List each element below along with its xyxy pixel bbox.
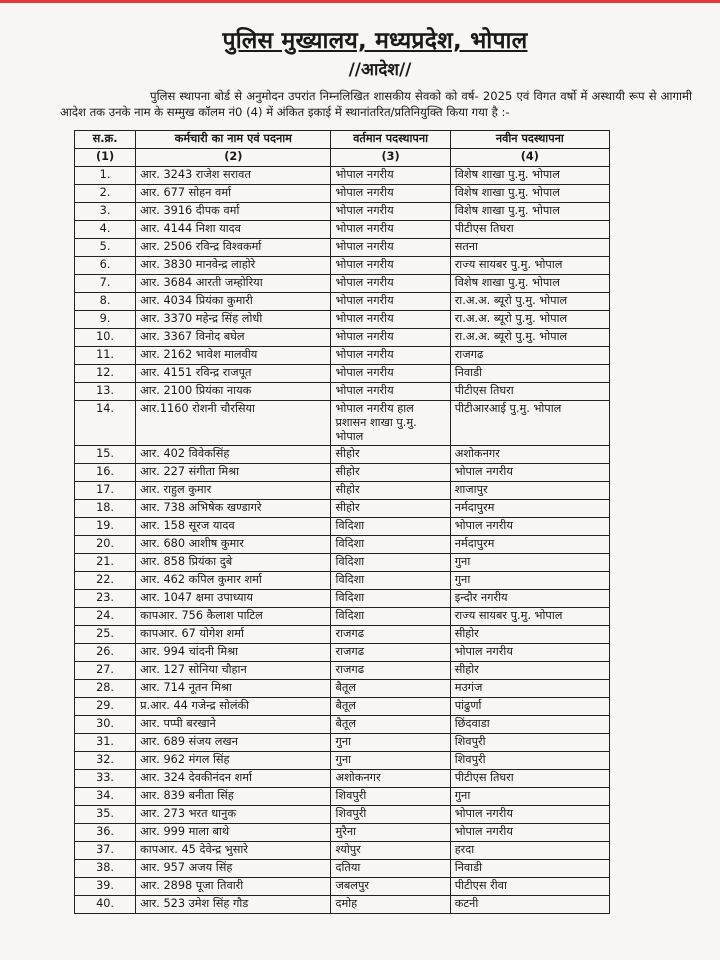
- cell-new-posting: रा.अ.अ. ब्यूरो पु.मु. भोपाल: [450, 329, 609, 347]
- colnum-2: (2): [136, 149, 331, 167]
- cell-serial: 28.: [75, 680, 136, 698]
- cell-employee-name: आर. 2100 प्रियंका नायक: [136, 383, 331, 401]
- cell-serial: 27.: [75, 662, 136, 680]
- cell-employee-name: आर. 158 सूरज यादव: [136, 518, 331, 536]
- cell-new-posting: गुना: [450, 788, 609, 806]
- cell-current-posting: सीहोर: [331, 446, 450, 464]
- document-page: [0, 3, 720, 914]
- cell-serial: 35.: [75, 806, 136, 824]
- cell-new-posting: रा.अ.अ. ब्यूरो पु.मु. भोपाल: [450, 293, 609, 311]
- cell-current-posting: भोपाल नगरीय: [331, 203, 450, 221]
- cell-current-posting: बैतूल: [331, 698, 450, 716]
- cell-new-posting: हरदा: [450, 842, 609, 860]
- cell-serial: 12.: [75, 365, 136, 383]
- cell-employee-name: आर. 680 आशीष कुमार: [136, 536, 331, 554]
- cell-serial: 15.: [75, 446, 136, 464]
- cell-employee-name: कापआर. 67 योगेश शर्मा: [136, 626, 331, 644]
- cell-new-posting: राजगढ: [450, 347, 609, 365]
- cell-employee-name: आर. 273 भरत धानुक: [136, 806, 331, 824]
- cell-new-posting: विशेष शाखा पु.मु. भोपाल: [450, 167, 609, 185]
- cell-current-posting: भोपाल नगरीय: [331, 239, 450, 257]
- table-row: [75, 716, 610, 734]
- cell-current-posting: भोपाल नगरीय: [331, 329, 450, 347]
- header-name: कर्मचारी का नाम एवं पदनाम: [136, 131, 331, 149]
- cell-current-posting: राजगढ: [331, 626, 450, 644]
- cell-current-posting: राजगढ: [331, 644, 450, 662]
- cell-employee-name: आर. 4151 रविन्द्र राजपूत: [136, 365, 331, 383]
- cell-serial: 23.: [75, 590, 136, 608]
- table-row: [75, 518, 610, 536]
- cell-new-posting: शिवपुरी: [450, 752, 609, 770]
- cell-new-posting: नर्मदापुरम: [450, 536, 609, 554]
- cell-current-posting: जबलपुर: [331, 878, 450, 896]
- cell-employee-name: आर. 3830 मानवेन्द्र लाहोरे: [136, 257, 331, 275]
- cell-new-posting: राज्य सायबर पु.मु. भोपाल: [450, 257, 609, 275]
- table-row: [75, 608, 610, 626]
- cell-current-posting: विदिशा: [331, 518, 450, 536]
- cell-serial: 34.: [75, 788, 136, 806]
- cell-employee-name: आर. 4144 निशा यादव: [136, 221, 331, 239]
- cell-employee-name: आर. 227 संगीता मिश्रा: [136, 464, 331, 482]
- cell-serial: 5.: [75, 239, 136, 257]
- table-row: [75, 257, 610, 275]
- cell-new-posting: सतना: [450, 239, 609, 257]
- cell-employee-name: प्र.आर. 44 गजेन्द्र सोलंकी: [136, 698, 331, 716]
- cell-employee-name: आर. 677 सोहन वर्मा: [136, 185, 331, 203]
- cell-current-posting: शिवपुरी: [331, 806, 450, 824]
- cell-serial: 13.: [75, 383, 136, 401]
- cell-new-posting: कटनी: [450, 896, 609, 914]
- header-current-posting: वर्तमान पदस्थापना: [331, 131, 450, 149]
- cell-new-posting: पांढुर्णा: [450, 698, 609, 716]
- table-row: [75, 347, 610, 365]
- page-title: पुलिस मुख्यालय, मध्यप्रदेश, भोपाल: [222, 28, 528, 54]
- cell-new-posting: शाजापुर: [450, 482, 609, 500]
- cell-new-posting: पीटीएस तिघरा: [450, 221, 609, 239]
- table-row: [75, 239, 610, 257]
- cell-employee-name: आर. 738 अभिषेक खण्डागरे: [136, 500, 331, 518]
- table-row: [75, 554, 610, 572]
- table-body: [75, 167, 610, 914]
- cell-new-posting: भोपाल नगरीय: [450, 518, 609, 536]
- cell-serial: 6.: [75, 257, 136, 275]
- cell-new-posting: निवाडी: [450, 365, 609, 383]
- cell-serial: 29.: [75, 698, 136, 716]
- cell-employee-name: आर. राहुल कुमार: [136, 482, 331, 500]
- table-row: [75, 482, 610, 500]
- table-row: [75, 770, 610, 788]
- table-row: [75, 842, 610, 860]
- cell-serial: 24.: [75, 608, 136, 626]
- cell-serial: 30.: [75, 716, 136, 734]
- cell-new-posting: विशेष शाखा पु.मु. भोपाल: [450, 203, 609, 221]
- cell-employee-name: आर. 324 देवकीनंदन शर्मा: [136, 770, 331, 788]
- cell-serial: 18.: [75, 500, 136, 518]
- cell-employee-name: आर. 1047 क्षमा उपाध्याय: [136, 590, 331, 608]
- cell-serial: 8.: [75, 293, 136, 311]
- cell-current-posting: गुना: [331, 734, 450, 752]
- cell-current-posting: भोपाल नगरीय: [331, 293, 450, 311]
- cell-serial: 22.: [75, 572, 136, 590]
- cell-employee-name: आर. पप्पी बरखाने: [136, 716, 331, 734]
- cell-current-posting: गुना: [331, 752, 450, 770]
- cell-new-posting: राज्य सायबर पु.मु. भोपाल: [450, 608, 609, 626]
- cell-current-posting: भोपाल नगरीय: [331, 275, 450, 293]
- cell-new-posting: अशोकनगर: [450, 446, 609, 464]
- cell-current-posting: विदिशा: [331, 608, 450, 626]
- cell-employee-name: आर. 858 प्रियंका दुबे: [136, 554, 331, 572]
- cell-employee-name: आर. 2898 पूजा तिवारी: [136, 878, 331, 896]
- cell-serial: 4.: [75, 221, 136, 239]
- cell-new-posting: नर्मदापुरम: [450, 500, 609, 518]
- cell-serial: 9.: [75, 311, 136, 329]
- cell-current-posting: भोपाल नगरीय: [331, 365, 450, 383]
- cell-serial: 2.: [75, 185, 136, 203]
- cell-current-posting: भोपाल नगरीय: [331, 347, 450, 365]
- table-row: [75, 752, 610, 770]
- cell-current-posting: विदिशा: [331, 572, 450, 590]
- intro-text: पुलिस स्थापना बोर्ड से अनुमोदन उपरांत निम्नलिखित शासकीय सेवको को वर्ष- 2025 एवं विगत वर्षो में अस्थायी रूप से आगामी आदेश तक उनके नाम के सम्मुख कॉलम नं0 (4) में अंकित इकाई में स्थानांतरित/प्रतिनियुक्ति किया गया है :-: [60, 89, 692, 119]
- cell-current-posting: भोपाल नगरीय: [331, 221, 450, 239]
- cell-serial: 38.: [75, 860, 136, 878]
- cell-current-posting: विदिशा: [331, 536, 450, 554]
- table-row: [75, 806, 610, 824]
- table-row: [75, 698, 610, 716]
- cell-current-posting: अशोकनगर: [331, 770, 450, 788]
- cell-serial: 7.: [75, 275, 136, 293]
- cell-new-posting: सीहोर: [450, 662, 609, 680]
- cell-new-posting: भोपाल नगरीय: [450, 824, 609, 842]
- cell-current-posting: सीहोर: [331, 464, 450, 482]
- cell-serial: 11.: [75, 347, 136, 365]
- cell-new-posting: शिवपुरी: [450, 734, 609, 752]
- cell-serial: 14.: [75, 401, 136, 446]
- table-row: [75, 626, 610, 644]
- table-row: [75, 734, 610, 752]
- cell-current-posting: बैतूल: [331, 716, 450, 734]
- cell-new-posting: छिंदवाडा: [450, 716, 609, 734]
- cell-employee-name: आर. 3243 राजेश सरावत: [136, 167, 331, 185]
- colnum-3: (3): [331, 149, 450, 167]
- cell-serial: 1.: [75, 167, 136, 185]
- cell-current-posting: भोपाल नगरीय: [331, 257, 450, 275]
- cell-employee-name: कापआर. 756 कैलाश पाटिल: [136, 608, 331, 626]
- cell-new-posting: इन्दौर नगरीय: [450, 590, 609, 608]
- cell-current-posting: भोपाल नगरीय हाल प्रशासन शाखा पु.मु. भोपाल: [331, 401, 450, 446]
- order-subtitle: //आदेश//: [348, 60, 412, 80]
- table-row: [75, 446, 610, 464]
- cell-current-posting: दमोह: [331, 896, 450, 914]
- cell-serial: 19.: [75, 518, 136, 536]
- cell-employee-name: आर. 957 अजय सिंह: [136, 860, 331, 878]
- cell-current-posting: भोपाल नगरीय: [331, 185, 450, 203]
- cell-current-posting: मुरैना: [331, 824, 450, 842]
- cell-current-posting: भोपाल नगरीय: [331, 311, 450, 329]
- cell-serial: 10.: [75, 329, 136, 347]
- cell-employee-name: कापआर. 45 देवेन्द्र भुसारे: [136, 842, 331, 860]
- cell-current-posting: भोपाल नगरीय: [331, 383, 450, 401]
- cell-current-posting: विदिशा: [331, 554, 450, 572]
- cell-new-posting: पीटीएस तिघरा: [450, 770, 609, 788]
- cell-employee-name: आर. 2162 भावेश मालवीय: [136, 347, 331, 365]
- cell-new-posting: भोपाल नगरीय: [450, 644, 609, 662]
- cell-current-posting: श्योपुर: [331, 842, 450, 860]
- table-row: [75, 788, 610, 806]
- cell-serial: 31.: [75, 734, 136, 752]
- cell-serial: 20.: [75, 536, 136, 554]
- cell-serial: 40.: [75, 896, 136, 914]
- table-row: [75, 293, 610, 311]
- cell-new-posting: भोपाल नगरीय: [450, 806, 609, 824]
- cell-serial: 25.: [75, 626, 136, 644]
- table-row: [75, 680, 610, 698]
- table-row: [75, 824, 610, 842]
- cell-employee-name: आर. 714 नूतन मिश्रा: [136, 680, 331, 698]
- cell-new-posting: पीटीएस तिघरा: [450, 383, 609, 401]
- cell-employee-name: आर. 523 उमेश सिंह गौड: [136, 896, 331, 914]
- cell-current-posting: बैतूल: [331, 680, 450, 698]
- table-row: [75, 878, 610, 896]
- table-row: [75, 572, 610, 590]
- cell-employee-name: आर. 402 विवेकसिंह: [136, 446, 331, 464]
- table-row: [75, 860, 610, 878]
- table-row: [75, 662, 610, 680]
- cell-employee-name: आर. 962 मंगल सिंह: [136, 752, 331, 770]
- cell-current-posting: भोपाल नगरीय: [331, 167, 450, 185]
- table-row: [75, 167, 610, 185]
- table-row: [75, 896, 610, 914]
- transfer-table: [74, 130, 610, 914]
- cell-new-posting: विशेष शाखा पु.मु. भोपाल: [450, 185, 609, 203]
- table-row: [75, 500, 610, 518]
- intro-paragraph: [60, 88, 692, 120]
- cell-current-posting: विदिशा: [331, 590, 450, 608]
- cell-employee-name: आर. 999 माला बाथे: [136, 824, 331, 842]
- cell-employee-name: आर. 994 चांदनी मिश्रा: [136, 644, 331, 662]
- cell-current-posting: सीहोर: [331, 482, 450, 500]
- table-row: [75, 536, 610, 554]
- cell-current-posting: सीहोर: [331, 500, 450, 518]
- table-row: [75, 644, 610, 662]
- colnum-1: (1): [75, 149, 136, 167]
- cell-employee-name: आर. 689 संजय लखन: [136, 734, 331, 752]
- cell-new-posting: मउगंज: [450, 680, 609, 698]
- cell-new-posting: रा.अ.अ. ब्यूरो पु.मु. भोपाल: [450, 311, 609, 329]
- cell-employee-name: आर. 3367 विनोद बघेल: [136, 329, 331, 347]
- cell-new-posting: निवाडी: [450, 860, 609, 878]
- cell-employee-name: आर. 462 कपिल कुमार शर्मा: [136, 572, 331, 590]
- cell-serial: 39.: [75, 878, 136, 896]
- table-row: [75, 329, 610, 347]
- table-row: [75, 185, 610, 203]
- cell-serial: 17.: [75, 482, 136, 500]
- cell-serial: 32.: [75, 752, 136, 770]
- cell-new-posting: गुना: [450, 572, 609, 590]
- cell-current-posting: राजगढ: [331, 662, 450, 680]
- table-row: [75, 221, 610, 239]
- table-colnum-row: [75, 149, 610, 167]
- table-row: [75, 311, 610, 329]
- table-row: [75, 275, 610, 293]
- cell-current-posting: दतिया: [331, 860, 450, 878]
- cell-employee-name: आर. 3370 महेन्द्र सिंह लोधी: [136, 311, 331, 329]
- cell-new-posting: पीटीएस रीवा: [450, 878, 609, 896]
- cell-employee-name: आर. 4034 प्रियंका कुमारी: [136, 293, 331, 311]
- cell-new-posting: गुना: [450, 554, 609, 572]
- cell-employee-name: आर. 2506 रविन्द्र विश्वकर्मा: [136, 239, 331, 257]
- table-row: [75, 383, 610, 401]
- table-row: [75, 464, 610, 482]
- cell-employee-name: आर. 3916 दीपक वर्मा: [136, 203, 331, 221]
- cell-employee-name: आर.1160 रोशनी चौरसिया: [136, 401, 331, 446]
- cell-employee-name: आर. 127 सोनिया चौहान: [136, 662, 331, 680]
- cell-serial: 26.: [75, 644, 136, 662]
- cell-new-posting: विशेष शाखा पु.मु. भोपाल: [450, 275, 609, 293]
- table-header-row: [75, 131, 610, 149]
- cell-employee-name: आर. 3684 आरती जम्होरिया: [136, 275, 331, 293]
- cell-serial: 3.: [75, 203, 136, 221]
- cell-new-posting: सीहोर: [450, 626, 609, 644]
- cell-current-posting: शिवपुरी: [331, 788, 450, 806]
- table-row: [75, 590, 610, 608]
- cell-employee-name: आर. 839 बनीता सिंह: [136, 788, 331, 806]
- header-new-posting: नवीन पदस्थापना: [450, 131, 609, 149]
- cell-new-posting: पीटीआरआई पु.मु. भोपाल: [450, 401, 609, 446]
- cell-serial: 33.: [75, 770, 136, 788]
- table-row: [75, 365, 610, 383]
- cell-serial: 16.: [75, 464, 136, 482]
- cell-serial: 21.: [75, 554, 136, 572]
- colnum-4: (4): [450, 149, 609, 167]
- cell-new-posting: भोपाल नगरीय: [450, 464, 609, 482]
- table-row: [75, 401, 610, 446]
- table-row: [75, 203, 610, 221]
- cell-serial: 36.: [75, 824, 136, 842]
- cell-serial: 37.: [75, 842, 136, 860]
- header-serial: स.क्र.: [75, 131, 136, 149]
